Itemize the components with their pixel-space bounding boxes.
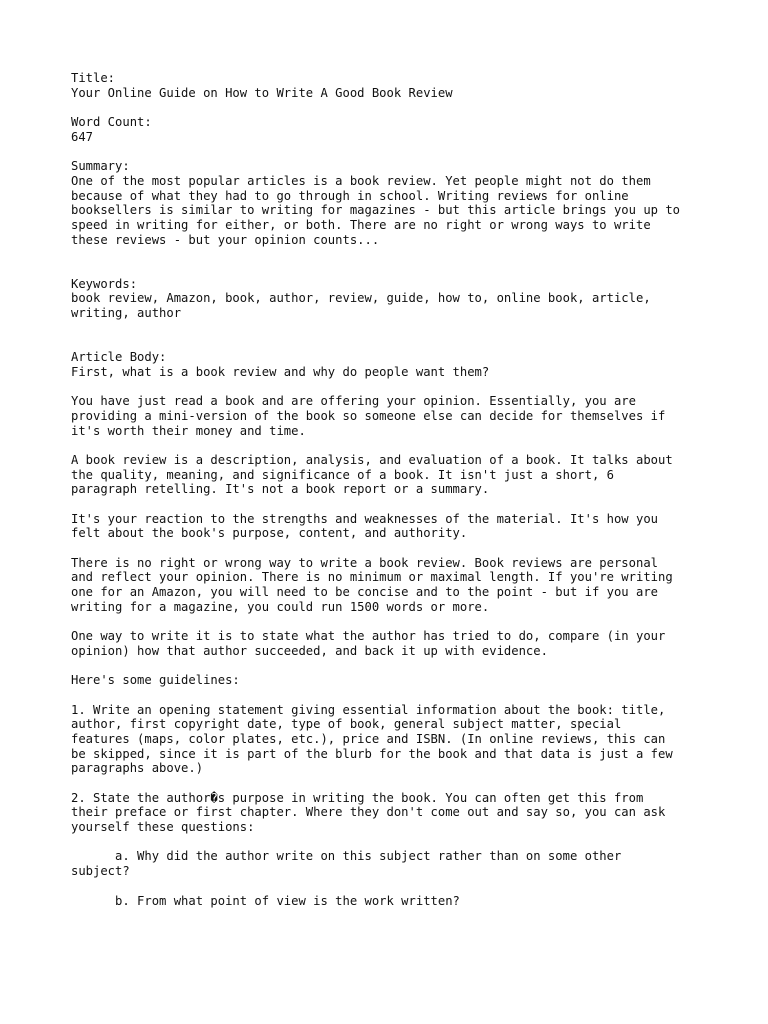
body-line: b. From what point of view is the work written? xyxy=(71,893,460,908)
body-line: Here's some guidelines: xyxy=(71,673,240,688)
body-line: be skipped, since it is part of the blurb for the book and that data is just a few xyxy=(71,746,673,761)
body-paragraph xyxy=(71,629,731,658)
body-line: paragraph retelling. It's not a book report or a summary. xyxy=(71,482,490,497)
body-line: writing for a magazine, you could run 1500 words or more. xyxy=(71,599,490,614)
body-line: author, first copyright date, type of book, general subject matter, special xyxy=(71,717,622,732)
body-paragraph xyxy=(71,673,731,688)
summary-line: because of what they had to go through in school. Writing reviews for online xyxy=(71,188,629,203)
body-line: providing a mini-version of the book so someone else can decide for themselves if xyxy=(71,408,666,423)
body-line: yourself these questions: xyxy=(71,820,255,835)
body-line: A book review is a description, analysis, and evaluation of a book. It talks about xyxy=(71,452,673,467)
article-body-label: Article Body: xyxy=(71,350,167,365)
body-line: There is no right or wrong way to write a book review. Book reviews are personal xyxy=(71,555,658,570)
body-line: and reflect your opinion. There is no minimum or maximal length. If you're writing xyxy=(71,570,673,585)
body-paragraph xyxy=(71,512,731,541)
body-line: It's your reaction to the strengths and weaknesses of the material. It's how you xyxy=(71,511,658,526)
body-line: paragraphs above.) xyxy=(71,761,204,776)
body-line: 2. State the author�s purpose in writing the book. You can often get this from xyxy=(71,790,644,805)
body-line: the quality, meaning, and significance of a book. It isn't just a short, 6 xyxy=(71,467,614,482)
article-body xyxy=(71,365,731,908)
body-line: First, what is a book review and why do people want them? xyxy=(71,364,490,379)
summary-line: speed in writing for either, or both. There are no right or wrong ways to write xyxy=(71,217,651,232)
summary-line: One of the most popular articles is a book review. Yet people might not do them xyxy=(71,173,651,188)
summary-line: booksellers is similar to writing for magazines - but this article brings you up to xyxy=(71,203,681,218)
body-paragraph xyxy=(71,703,731,776)
body-line: it's worth their money and time. xyxy=(71,423,306,438)
body-line: subject? xyxy=(71,864,130,879)
body-line: 1. Write an opening statement giving essential information about the book: title, xyxy=(71,702,666,717)
body-paragraph xyxy=(71,894,731,909)
body-line: You have just read a book and are offering your opinion. Essentially, you are xyxy=(71,394,636,409)
summary-line: these reviews - but your opinion counts... xyxy=(71,232,380,247)
word-count-value: 647 xyxy=(71,129,94,144)
keywords-label: Keywords: xyxy=(71,276,138,291)
keywords-line: book review, Amazon, book, author, review, guide, how to, online book, article, xyxy=(71,291,651,306)
keywords-line: writing, author xyxy=(71,306,182,321)
document-page xyxy=(71,71,731,908)
body-line: their preface or first chapter. Where they don't come out and say so, you can ask xyxy=(71,805,666,820)
body-paragraph xyxy=(71,365,731,380)
body-paragraph xyxy=(71,849,731,878)
summary-label: Summary: xyxy=(71,159,130,174)
body-paragraph xyxy=(71,453,731,497)
body-line: features (maps, color plates, etc.), price and ISBN. (In online reviews, this can xyxy=(71,731,666,746)
body-line: a. Why did the author write on this subject rather than on some other xyxy=(71,849,622,864)
body-paragraph xyxy=(71,556,731,615)
body-line: One way to write it is to state what the author has tried to do, compare (in your xyxy=(71,629,666,644)
body-line: one for an Amazon, you will need to be concise and to the point - but if you are xyxy=(71,585,658,600)
body-line: felt about the book's purpose, content, and authority. xyxy=(71,526,468,541)
body-paragraph xyxy=(71,394,731,438)
body-paragraph xyxy=(71,791,731,835)
body-line: opinion) how that author succeeded, and back it up with evidence. xyxy=(71,643,548,658)
word-count-label: Word Count: xyxy=(71,115,152,130)
article-title: Your Online Guide on How to Write A Good Book Review xyxy=(71,85,453,100)
title-label: Title: xyxy=(71,71,116,85)
